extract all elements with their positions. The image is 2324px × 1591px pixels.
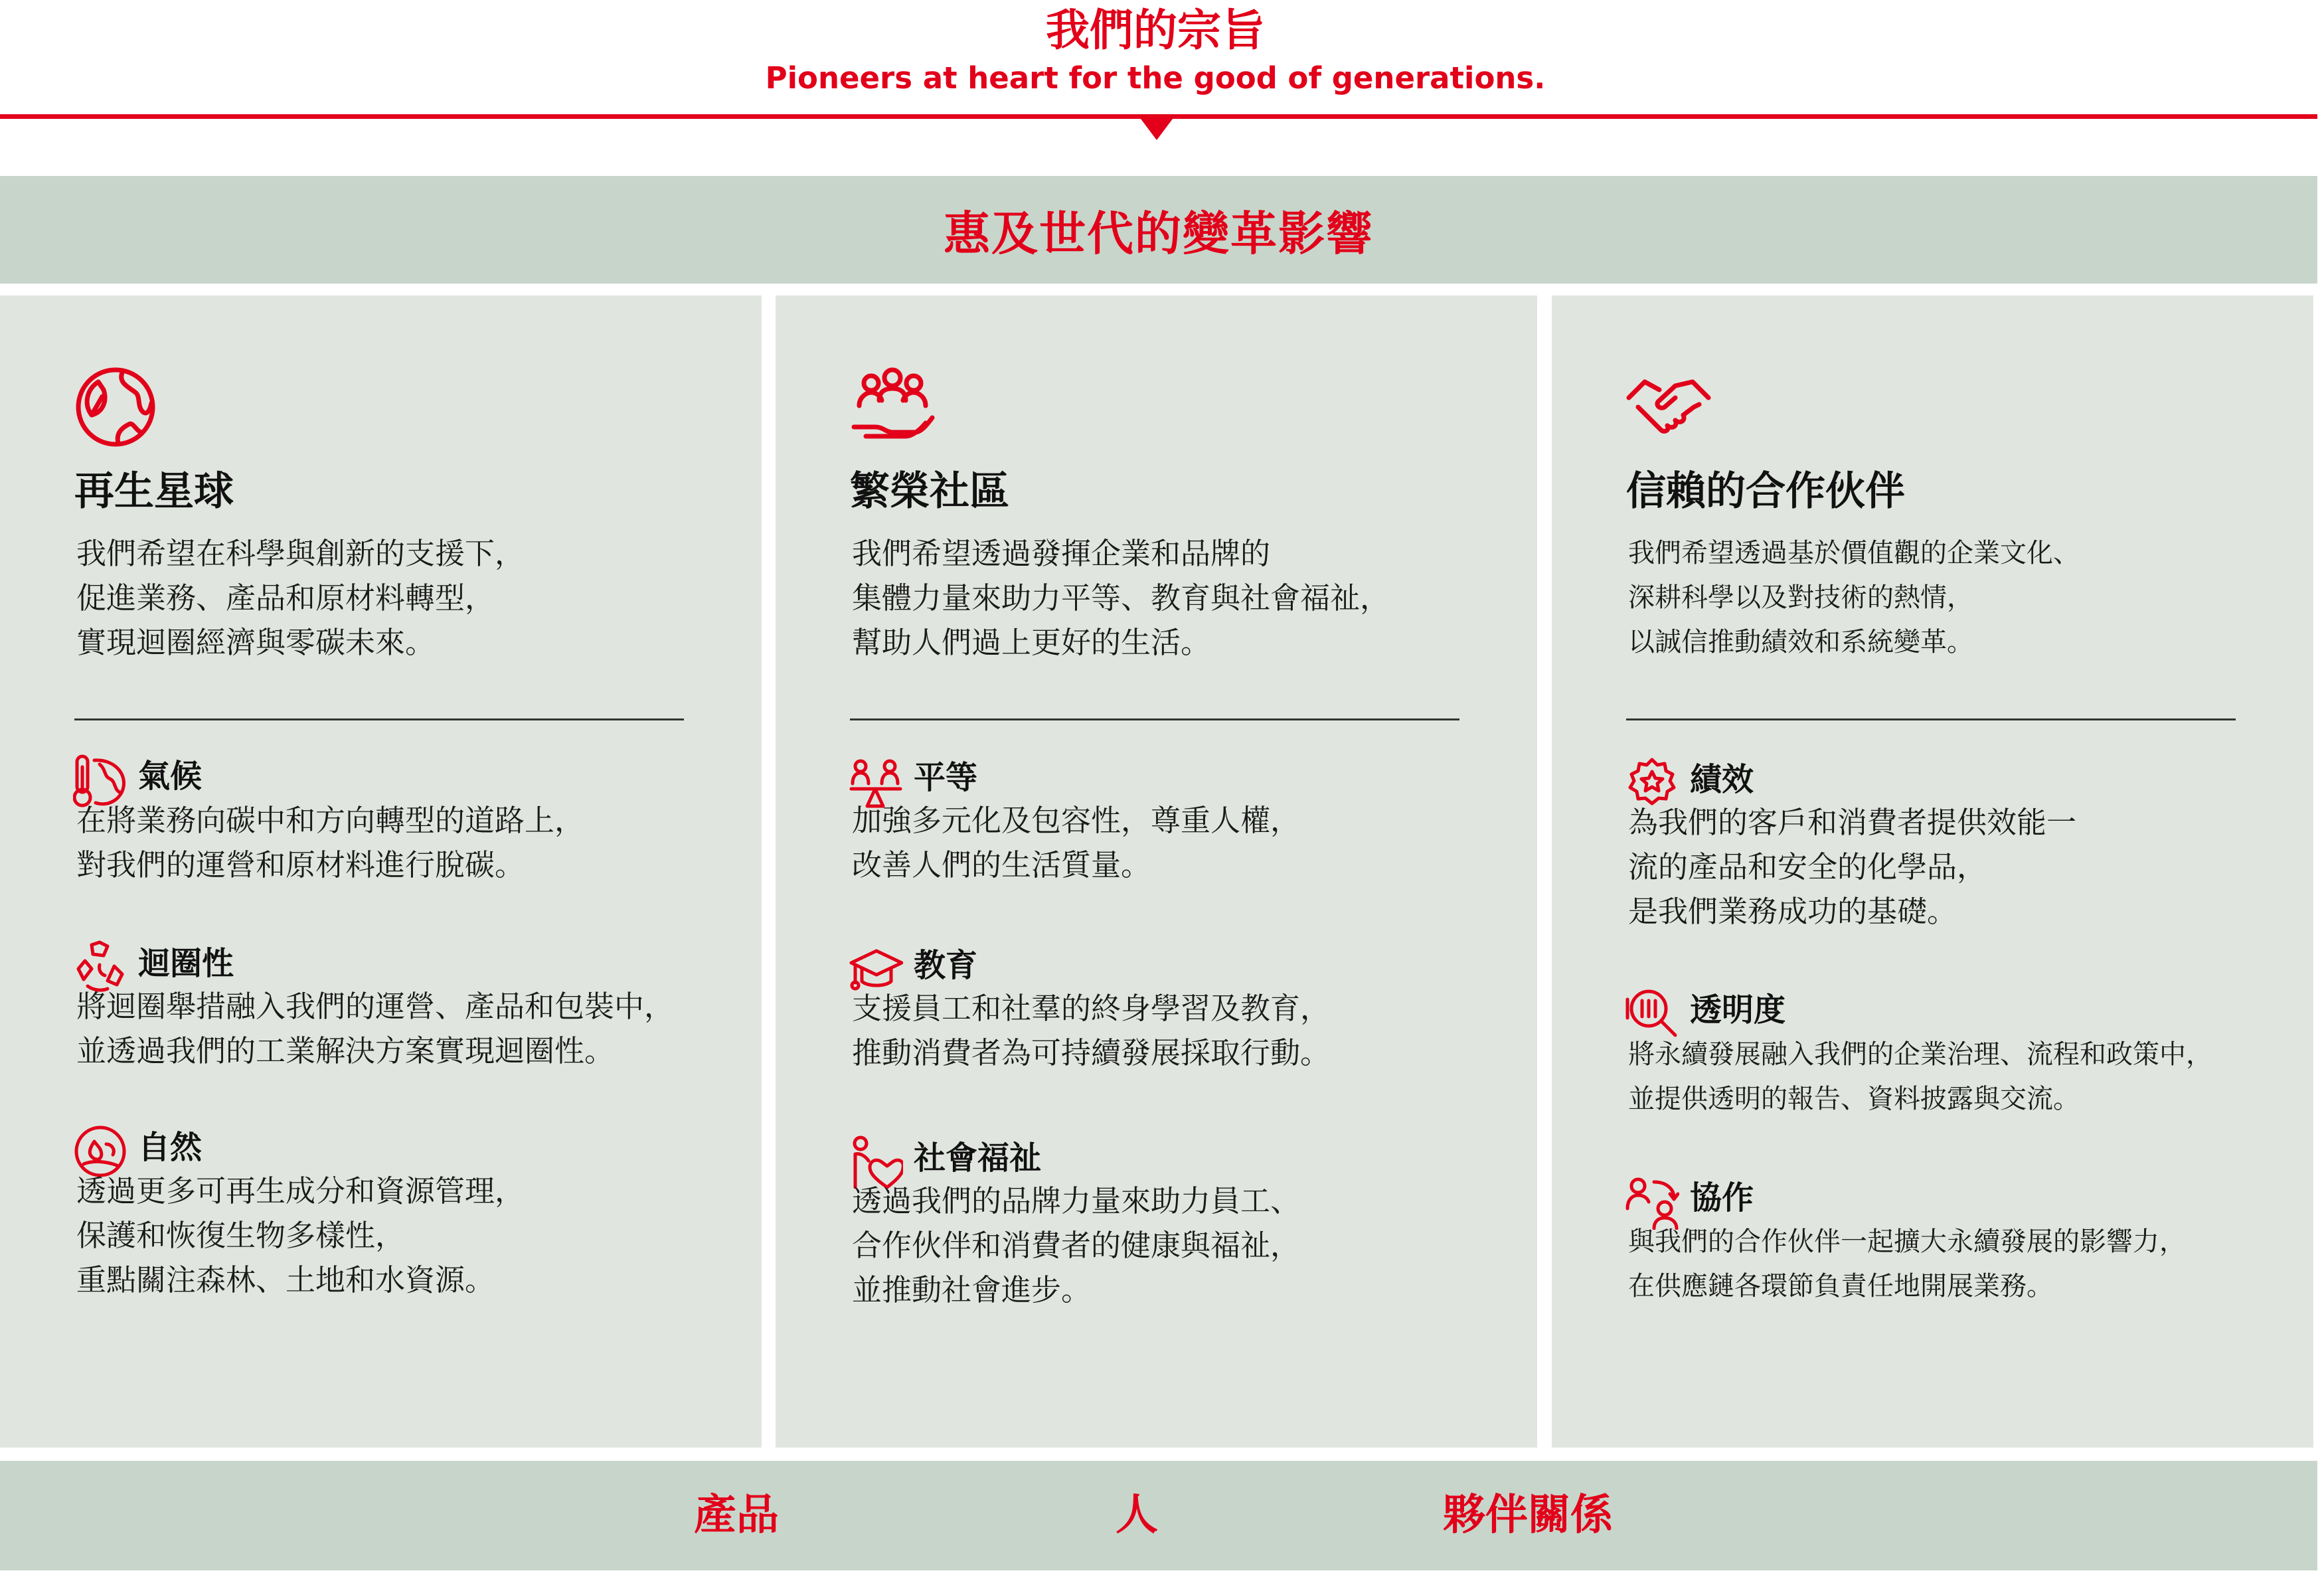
- item-description: 透過更多可再生成分和資源管理， 保護和恢復生物多樣性， 重點關注森林、土地和水資源。: [76, 1173, 525, 1298]
- item-description: 透過我們的品牌力量來助力員工、 合作伙伴和消費者的健康與福祉， 並推動社會進步。: [852, 1183, 1301, 1307]
- item-title: 社會福祉: [914, 1139, 1042, 1177]
- footer-bar: [0, 1461, 2317, 1570]
- item-title: 績效: [1690, 761, 1754, 798]
- page-title: 我們的宗旨: [1046, 5, 1265, 56]
- banner-title: 惠及世代的變革影響: [944, 206, 1374, 261]
- footer-label-product: 產品: [694, 1491, 779, 1540]
- item-description: 加強多元化及包容性，尊重人權， 改善人們的生活質量。: [852, 803, 1301, 882]
- item-title: 協作: [1690, 1179, 1754, 1216]
- community-hand-icon: [849, 363, 936, 451]
- item-title: 平等: [914, 759, 978, 796]
- header-divider: [0, 114, 2317, 119]
- item-description: 支援員工和社羣的終身學習及教育， 推動消費者為可持續發展採取行動。: [852, 991, 1331, 1070]
- column-thriving-communities: [776, 295, 1537, 1448]
- column-title: 繁榮社區: [850, 468, 1009, 515]
- impact-banner: [0, 176, 2317, 284]
- footer-label-people: 人: [1116, 1491, 1158, 1540]
- column-description: 我們希望透過發揮企業和品牌的 集體力量來助力平等、教育與社會福祉， 幫助人們過上更好的生活。: [852, 536, 1390, 660]
- column-description: 我們希望在科學與創新的支援下， 促進業務、產品和原材料轉型， 實現迴圈經濟與零碳未來。: [76, 536, 525, 660]
- item-description: 將迴圈舉措融入我們的運營、產品和包裝中， 並透過我們的工業解決方案實現迴圈性。: [76, 989, 675, 1068]
- column-divider: [74, 718, 684, 720]
- item-title: 氣候: [138, 758, 203, 795]
- page-subtitle: Pioneers at heart for the good of generations.: [765, 60, 1546, 96]
- column-title: 信賴的合作伙伴: [1626, 468, 1905, 515]
- column-divider: [850, 718, 1459, 720]
- handshake-icon: [1625, 363, 1712, 451]
- footer-label-partnership: 夥伴關係: [1443, 1491, 1613, 1540]
- header-pointer-arrow: [1141, 119, 1173, 140]
- column-description: 我們希望透過基於價值觀的企業文化、 深耕科學以及對技術的熱情， 以誠信推動績效和系統變革。: [1628, 538, 2080, 657]
- item-title: 迴圈性: [138, 945, 234, 982]
- item-title: 透明度: [1690, 991, 1786, 1029]
- column-trusted-partners: [1552, 295, 2313, 1448]
- globe-leaf-icon: [72, 363, 159, 451]
- item-title: 自然: [138, 1129, 203, 1166]
- item-description: 與我們的合作伙伴一起擴大永續發展的影響力， 在供應鏈各環節負責任地開展業務。: [1628, 1226, 2186, 1301]
- item-description: 將永續發展融入我們的企業治理、流程和政策中， 並提供透明的報告、資料披露與交流。: [1628, 1039, 2212, 1114]
- column-regenerated-planet: [0, 295, 762, 1448]
- item-title: 教育: [914, 947, 978, 984]
- item-description: 為我們的客戶和消費者提供效能一 流的產品和安全的化學品， 是我們業務成功的基礎。: [1628, 805, 2077, 929]
- column-divider: [1626, 718, 2236, 720]
- item-description: 在將業務向碳中和方向轉型的道路上， 對我們的運營和原材料進行脫碳。: [76, 803, 585, 882]
- column-title: 再生星球: [74, 468, 234, 515]
